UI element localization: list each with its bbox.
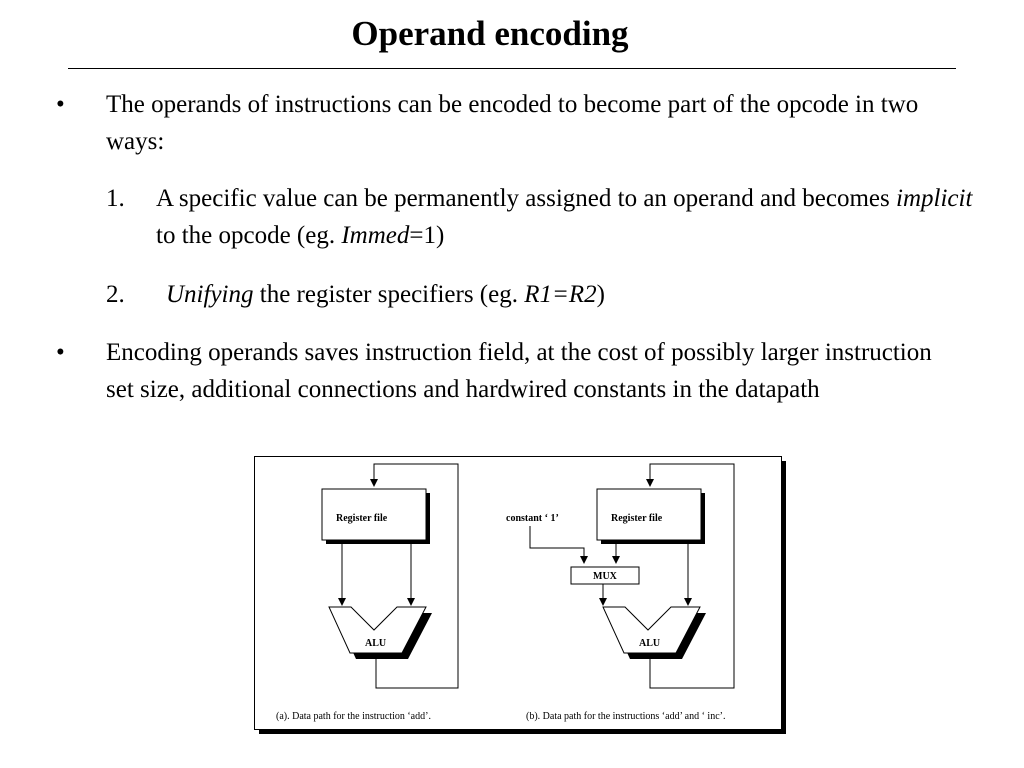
list-item-2-text-a: the register specifiers (eg. [253,281,525,308]
alu-b-label: ALU [639,638,661,649]
list-item-1-text-b: to the opcode (eg. [156,222,342,249]
title-divider [68,68,956,69]
caption-a: (a). Data path for the instruction ‘add’. [276,711,431,722]
list-item-1-em-immed: Immed [341,222,410,249]
list-number-1: 1. [106,185,125,212]
bullet-text-2: Encoding operands saves instruction field, at the cost of possibly larger instruction set size, additional connections and hardwired constants in the datapath [106,339,932,403]
register-file-a-label: Register file [336,513,388,524]
bullet-marker: • [56,339,65,366]
list-item-2 [166,276,966,313]
list-item-1-text-c: =1) [409,222,445,249]
register-file-b-label: Register file [611,513,663,524]
list-item-2-text-b: ) [596,281,605,308]
list-number-2: 2. [106,281,125,308]
bullet-text-1: The operands of instructions can be encoded to become part of the opcode in two ways: [106,91,919,155]
mux-label: MUX [593,571,617,582]
list-item-1-em-implicit: implicit [896,185,973,212]
alu-a-label: ALU [365,638,387,649]
datapath-figure [254,456,786,734]
list-item-2-em-r1r2: R1=R2 [524,281,597,308]
constant-label: constant ‘ 1’ [506,513,559,524]
bullet-marker: • [56,91,65,118]
caption-b: (b). Data path for the instructions ‘add’ and ‘ inc’. [526,711,726,722]
list-item-1-text-a: A specific value can be permanently assigned to an operand and becomes [156,185,897,212]
list-item-1 [156,180,976,254]
list-item-2-em-unifying: Unifying [166,281,254,308]
page-title: Operand encoding [351,14,629,53]
